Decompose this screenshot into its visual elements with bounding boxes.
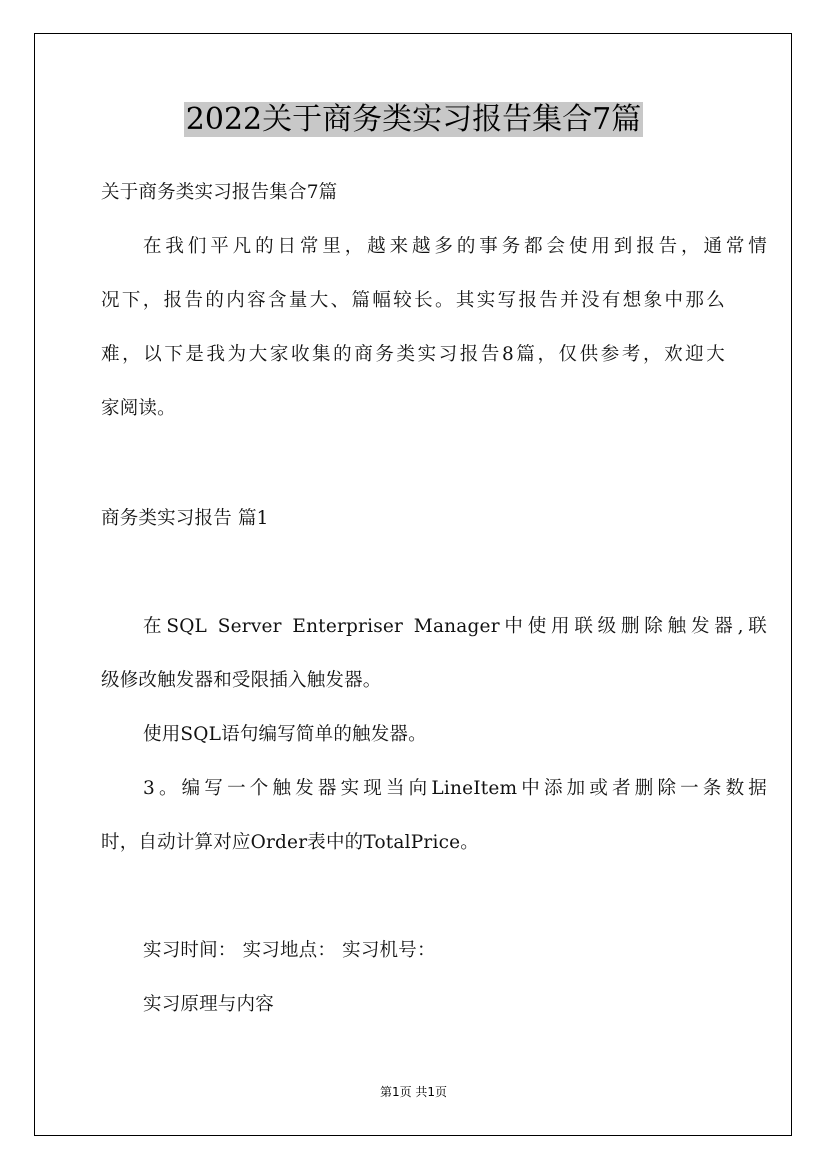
document-title xyxy=(0,98,827,142)
body-line-2: 级修改触发器和受限插入触发器。 xyxy=(101,670,382,691)
body-line-7: 实习原理与内容 xyxy=(143,994,274,1015)
body-line-5: 时，自动计算对应Order表中的TotalPrice。 xyxy=(101,832,479,853)
intro-line-1: 在我们平凡的日常里，越来越多的事务都会使用到报告，通常情 xyxy=(143,236,767,257)
intro-line-3: 难，以下是我为大家收集的商务类实习报告8篇，仅供参考，欢迎大 xyxy=(101,344,725,365)
document-subtitle: 关于商务类实习报告集合7篇 xyxy=(101,182,338,203)
intro-line-4: 家阅读。 xyxy=(101,398,176,419)
document-title-text: 2022关于商务类实习报告集合7篇 xyxy=(185,102,642,137)
body-line-4: 3。编写一个触发器实现当向LineItem中添加或者删除一条数据 xyxy=(143,778,767,799)
body-line-3: 使用SQL语句编写简单的触发器。 xyxy=(143,724,427,745)
body-line-6: 实习时间： 实习地点： 实习机号： xyxy=(143,940,436,961)
body-line-1: 在SQL Server Enterpriser Manager中使用联级删除触发器,联 xyxy=(143,616,767,637)
intro-line-2: 况下，报告的内容含量大、篇幅较长。其实写报告并没有想象中那么 xyxy=(101,290,725,311)
page-footer: 第1页 共1页 xyxy=(379,1085,448,1099)
section-heading: 商务类实习报告 篇1 xyxy=(101,508,269,529)
